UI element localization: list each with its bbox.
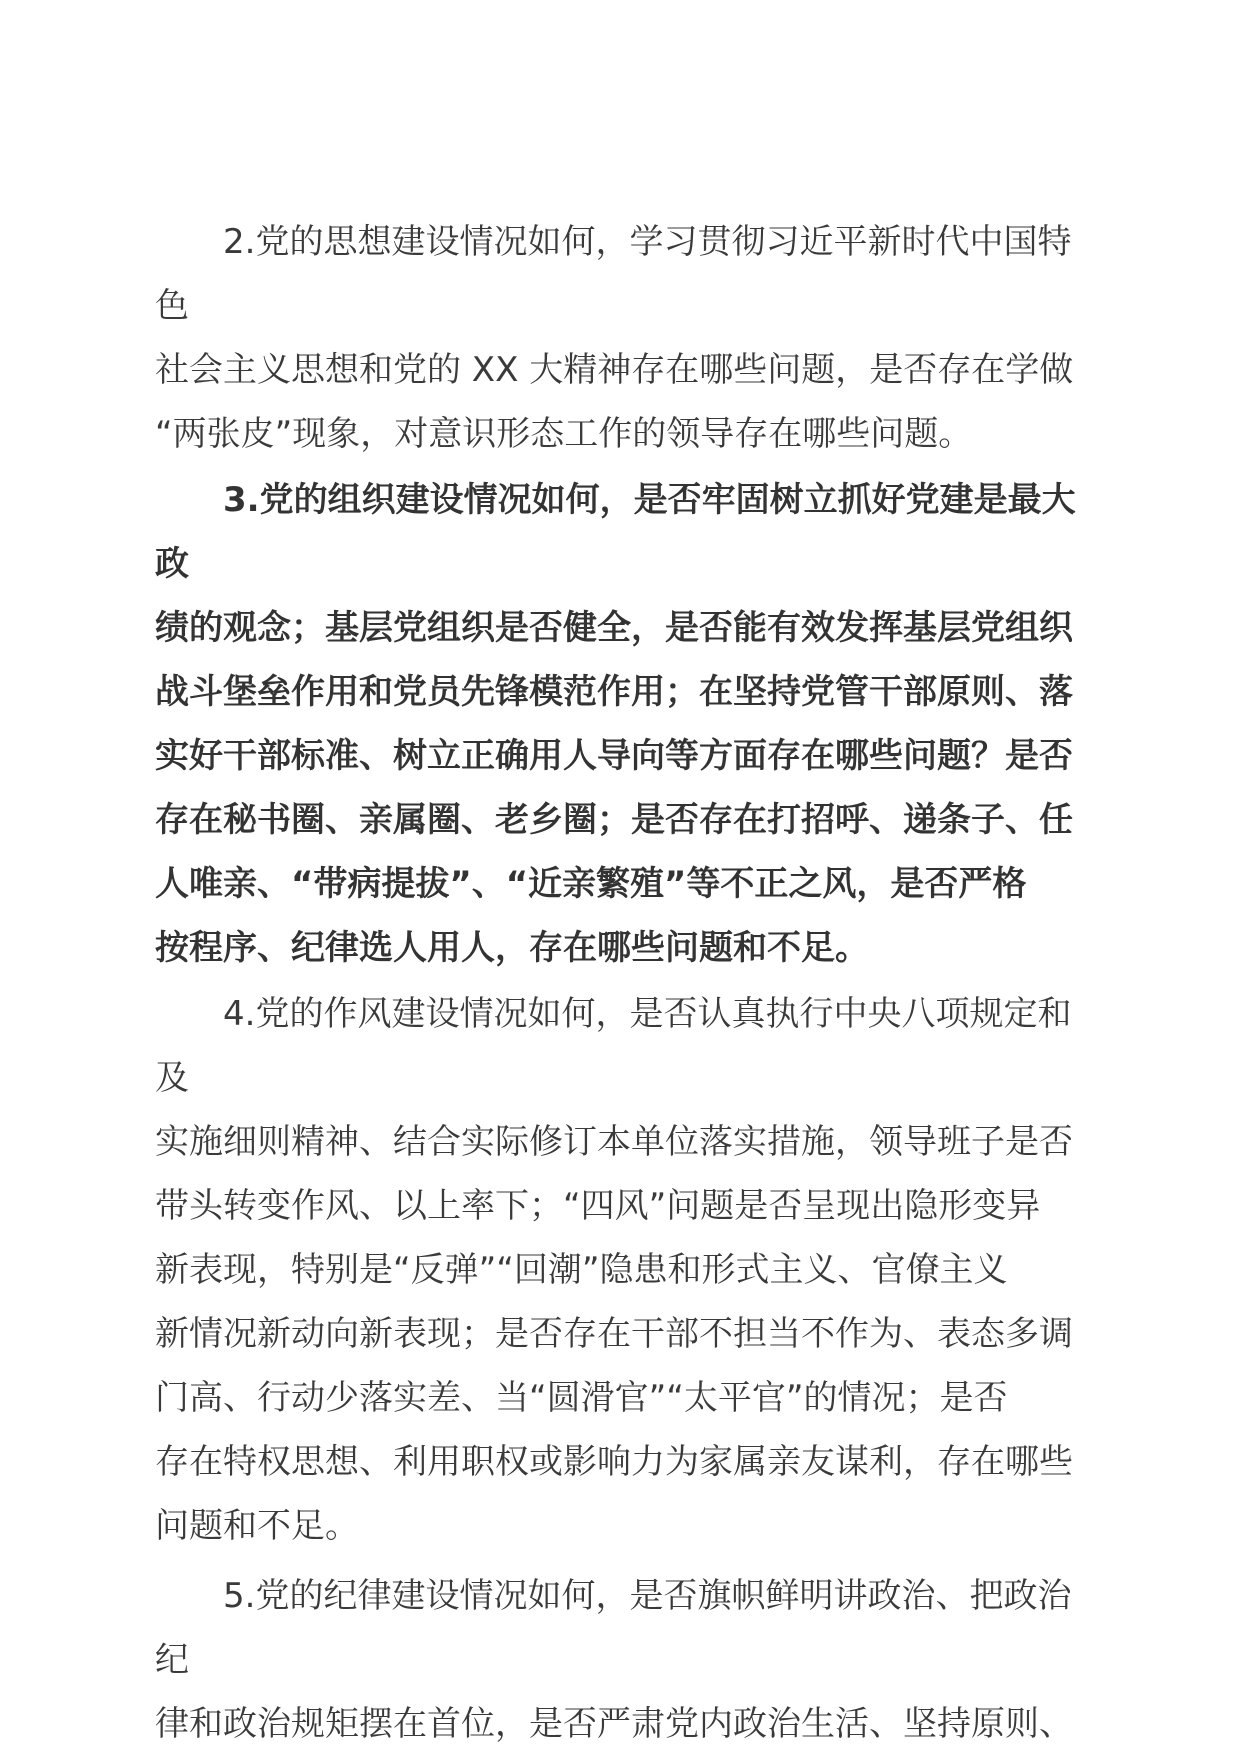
- document-body: [155, 210, 1085, 1756]
- paragraph-ideological-building: 2.党的思想建设情况如何，学习贯彻习近平新时代中国特色 社会主义思想和党的 XX 大精神存在哪些问题，是否存在学做 “两张皮”现象，对意识形态工作的领导存在哪些问题。: [155, 222, 1074, 454]
- paragraph-work-style-building: 4.党的作风建设情况如何，是否认真执行中央八项规定和及 实施细则精神、结合实际修订本单位落实措施，领导班子是否 带头转变作风、以上率下；“四风”问题是否呈现出隐形变异 新表现，特别是“反弹”“回潮”隐患和形式主义、官僚主义 新情况新动向新表现；是否存在干部不担当不作为、表态多调 门高、行动少落实差、当“圆滑官”“太平官”的情况；是否 存在特权思想、利用职权或影响力为家属亲友谋利，存在哪些 问题和不足。: [155, 994, 1073, 1546]
- paragraph-organizational-building: 3.党的组织建设情况如何，是否牢固树立抓好党建是最大政 绩的观念；基层党组织是否健全，是否能有效发挥基层党组织 战斗堡垒作用和党员先锋模范作用；在坚持党管干部原则、落 实好干部标准、树立正确用人导向等方面存在哪些问题？是否 存在秘书圈、亲属圈、老乡圈；是否存在打招呼、递条子、任 人唯亲、“带病提拔”、“近亲繁殖”等不正之风，是否严格 按程序、纪律选人用人，存在哪些问题和不足。: [155, 480, 1076, 968]
- paragraph-discipline-building: 5.党的纪律建设情况如何，是否旗帜鲜明讲政治、把政治纪 律和政治规矩摆在首位，是否严肃党内政治生活、坚持原则、: [155, 1576, 1073, 1744]
